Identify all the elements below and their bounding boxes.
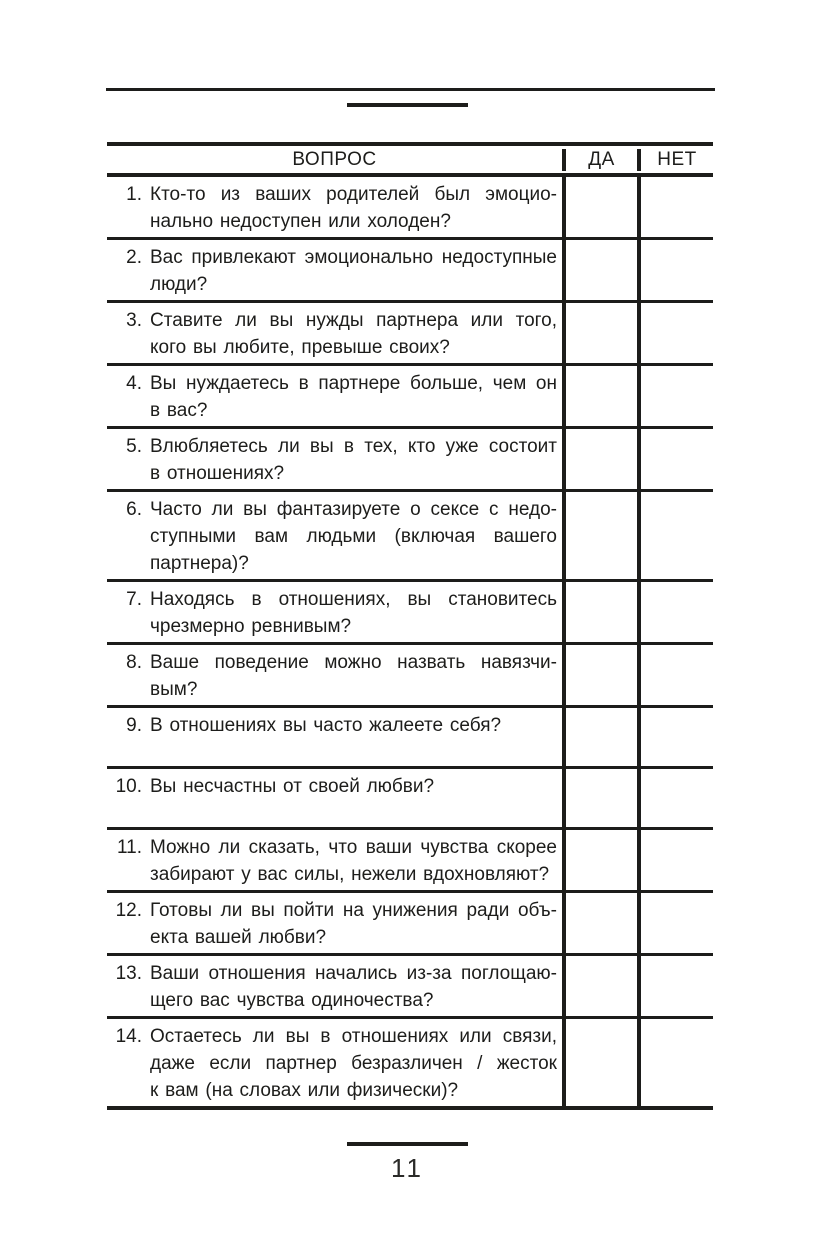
question-line: в вас? xyxy=(150,400,208,421)
question-line: даже если партнер безразличен / жесток xyxy=(150,1053,557,1074)
yes-answer-cell xyxy=(562,492,637,579)
question-text xyxy=(150,712,562,764)
question-cell xyxy=(107,708,562,766)
no-answer-cell xyxy=(637,645,713,705)
question-line: Вы нуждаетесь в партнере больше, чем он xyxy=(150,373,557,394)
question-text xyxy=(150,496,562,577)
header-question-label: ВОПРОС xyxy=(292,148,377,170)
no-answer-cell xyxy=(637,240,713,300)
question-cell xyxy=(107,956,562,1016)
question-row xyxy=(107,366,713,429)
question-text xyxy=(150,897,562,951)
question-cell xyxy=(107,240,562,300)
question-cell xyxy=(107,582,562,642)
question-line: к вам (на словах или физически)? xyxy=(150,1080,459,1101)
yes-answer-cell xyxy=(562,177,637,237)
yes-answer-cell xyxy=(562,429,637,489)
question-line: екта вашей любви? xyxy=(150,927,327,948)
question-row xyxy=(107,645,713,708)
question-cell xyxy=(107,893,562,953)
question-row xyxy=(107,769,713,830)
question-cell xyxy=(107,830,562,890)
question-cell xyxy=(107,366,562,426)
question-number: 14. xyxy=(115,1026,142,1047)
question-row xyxy=(107,708,713,769)
question-line: Ставите ли вы нужды партнера или того, xyxy=(150,310,557,331)
question-text xyxy=(150,586,562,640)
question-number: 8. xyxy=(126,652,142,673)
question-line: Остаетесь ли вы в отношениях или связи, xyxy=(150,1026,557,1047)
question-number: 5. xyxy=(126,436,142,457)
question-row xyxy=(107,830,713,893)
question-line: Вы несчастны от своей любви? xyxy=(150,776,435,797)
questionnaire-table xyxy=(107,142,713,1110)
question-number: 12. xyxy=(115,900,142,921)
yes-answer-cell xyxy=(562,830,637,890)
no-answer-cell xyxy=(637,708,713,766)
question-line: вым? xyxy=(150,679,198,700)
question-row xyxy=(107,492,713,582)
header-yes-label: ДА xyxy=(562,149,637,171)
question-row xyxy=(107,177,713,240)
question-text xyxy=(150,307,562,361)
yes-answer-cell xyxy=(562,240,637,300)
header-no-label: НЕТ xyxy=(637,149,713,171)
question-number: 6. xyxy=(126,499,142,520)
question-line: партнера)? xyxy=(150,553,249,574)
no-answer-cell xyxy=(637,893,713,953)
question-line: В отношениях вы часто жалеете себя? xyxy=(150,715,502,736)
question-text xyxy=(150,649,562,703)
question-text xyxy=(150,244,562,298)
question-text xyxy=(150,960,562,1014)
question-line: нально недоступен или холоден? xyxy=(150,211,451,232)
question-row xyxy=(107,893,713,956)
question-number: 2. xyxy=(126,247,142,268)
question-line: Ваше поведение можно назвать навязчи- xyxy=(150,652,557,673)
footer-divider xyxy=(347,1142,468,1146)
question-line: Можно ли сказать, что ваши чувства скорее xyxy=(150,837,557,858)
no-answer-cell xyxy=(637,956,713,1016)
question-text xyxy=(150,181,562,235)
question-cell xyxy=(107,1019,562,1106)
yes-answer-cell xyxy=(562,893,637,953)
question-cell xyxy=(107,177,562,237)
question-number: 7. xyxy=(126,589,142,610)
question-cell xyxy=(107,645,562,705)
question-number: 4. xyxy=(126,373,142,394)
question-line: в отношениях? xyxy=(150,463,285,484)
question-number: 1. xyxy=(126,184,142,205)
question-line: щего вас чувства одиночества? xyxy=(150,990,434,1011)
question-text xyxy=(150,1023,562,1104)
yes-answer-cell xyxy=(562,1019,637,1106)
question-line: Кто-то из ваших родителей был эмоцио- xyxy=(150,184,557,205)
question-cell xyxy=(107,492,562,579)
question-line: Ваши отношения начались из-за поглощаю- xyxy=(150,963,557,984)
question-row xyxy=(107,1019,713,1106)
question-row xyxy=(107,582,713,645)
no-answer-cell xyxy=(637,1019,713,1106)
question-row xyxy=(107,956,713,1019)
question-line: Находясь в отношениях, вы становитесь xyxy=(150,589,557,610)
no-answer-cell xyxy=(637,366,713,426)
question-text xyxy=(150,834,562,888)
yes-answer-cell xyxy=(562,366,637,426)
question-text xyxy=(150,433,562,487)
question-row xyxy=(107,303,713,366)
no-answer-cell xyxy=(637,492,713,579)
question-row xyxy=(107,429,713,492)
question-line: Часто ли вы фантазируете о сексе с недо- xyxy=(150,499,557,520)
question-cell xyxy=(107,303,562,363)
question-line: люди? xyxy=(150,274,208,295)
question-number: 13. xyxy=(115,963,142,984)
no-answer-cell xyxy=(637,769,713,827)
question-line: Вас привлекают эмоционально недоступные xyxy=(150,247,557,268)
question-line: ступными вам людьми (включая вашего xyxy=(150,526,557,547)
question-number: 3. xyxy=(126,310,142,331)
question-number: 10. xyxy=(115,776,142,797)
no-answer-cell xyxy=(637,177,713,237)
question-line: чрезмерно ревнивым? xyxy=(150,616,352,637)
question-line: Готовы ли вы пойти на унижения ради объ- xyxy=(150,900,557,921)
yes-answer-cell xyxy=(562,769,637,827)
no-answer-cell xyxy=(637,830,713,890)
table-header-row xyxy=(107,146,713,177)
yes-answer-cell xyxy=(562,645,637,705)
question-number: 11. xyxy=(116,837,142,858)
question-number: 9. xyxy=(126,715,142,736)
top-divider xyxy=(106,88,715,91)
no-answer-cell xyxy=(637,303,713,363)
no-answer-cell xyxy=(637,429,713,489)
question-line: Влюбляетесь ли вы в тех, кто уже состоит xyxy=(150,436,557,457)
yes-answer-cell xyxy=(562,708,637,766)
question-line: забирают у вас силы, нежели вдохновляют? xyxy=(150,864,550,885)
question-cell xyxy=(107,769,562,827)
no-answer-cell xyxy=(637,582,713,642)
question-text xyxy=(150,370,562,424)
yes-answer-cell xyxy=(562,582,637,642)
question-text xyxy=(150,773,562,825)
section-divider xyxy=(347,103,468,107)
question-line: кого вы любите, превыше своих? xyxy=(150,337,450,358)
yes-answer-cell xyxy=(562,956,637,1016)
question-row xyxy=(107,240,713,303)
page-number: 11 xyxy=(391,1153,424,1183)
question-cell xyxy=(107,429,562,489)
yes-answer-cell xyxy=(562,303,637,363)
